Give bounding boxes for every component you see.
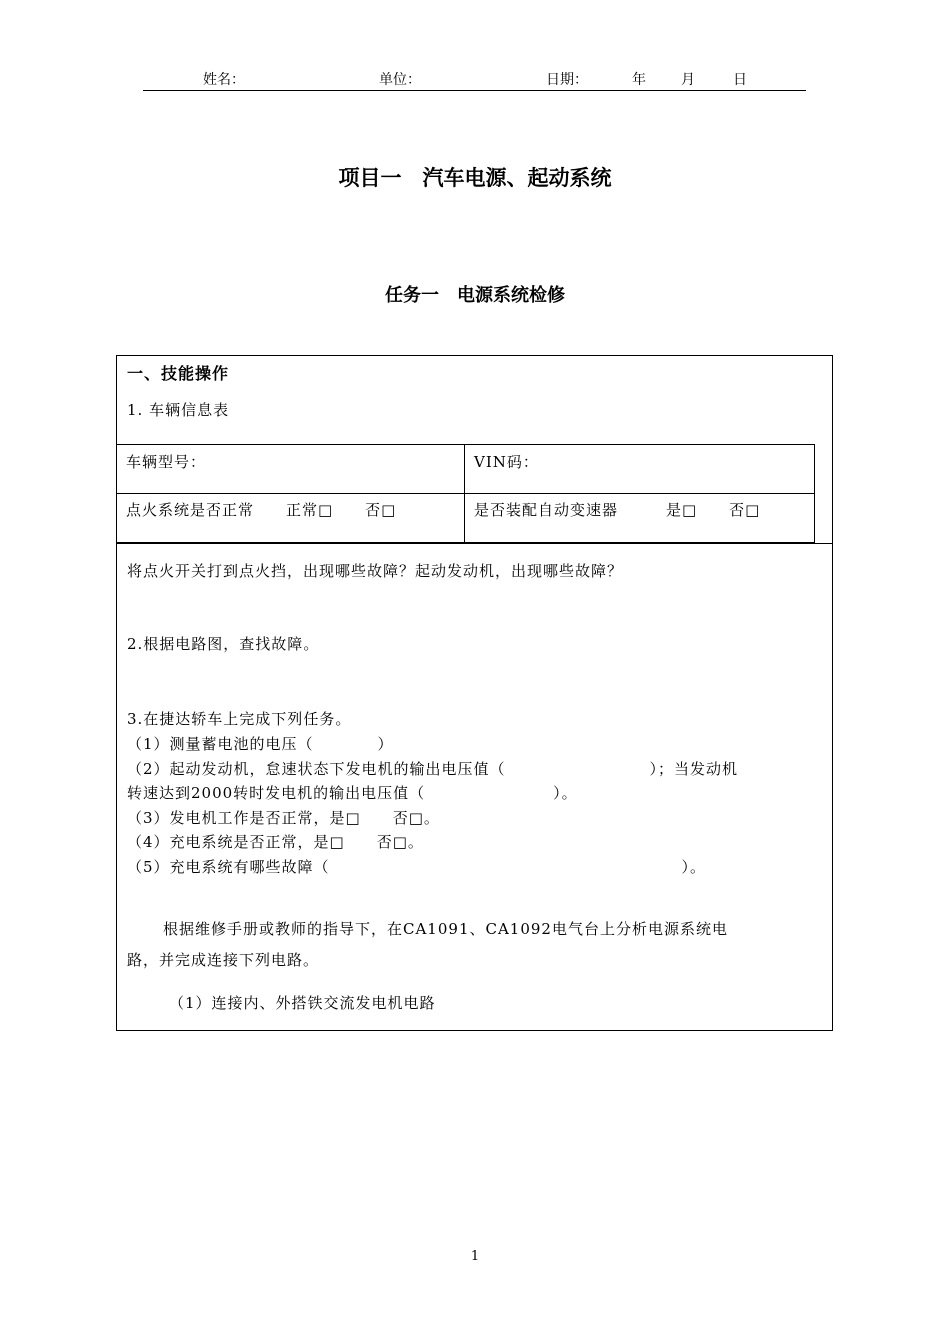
section-divider (117, 543, 832, 544)
page-number: 1 (470, 1249, 480, 1264)
item3-title: 3.在捷达轿车上完成下列任务。 (127, 710, 352, 728)
auto-transmission-cell: 是否装配自动变速器 是□ 否□ (474, 501, 761, 519)
unit-label: 单位： (379, 72, 421, 88)
vehicle-model-cell: 车辆型号： (126, 453, 207, 471)
item2-text: 2.根据电路图，查找故障。 (127, 635, 320, 653)
item3-line: （4）充电系统是否正常，是□ 否□。 (127, 833, 424, 851)
fault-question: 将点火开关打到点火挡，出现哪些故障？起动发动机，出现哪些故障？ (127, 562, 624, 580)
day-label: 日 (733, 72, 747, 88)
item3-line: （3）发电机工作是否正常，是□ 否□。 (127, 809, 440, 827)
document-header (143, 66, 806, 91)
skill-operation-table (116, 355, 833, 1031)
task-title: 任务一 电源系统检修 (385, 285, 565, 306)
paragraph-line: 路，并完成连接下列电路。 (127, 951, 320, 969)
month-label: 月 (681, 72, 695, 88)
item3-line: （1）测量蓄电池的电压（ ） (127, 735, 394, 753)
year-label: 年 (632, 72, 646, 88)
document-title: 项目一 汽车电源、起动系统 (338, 166, 612, 190)
vehicle-info-table (117, 444, 815, 543)
name-label: 姓名： (203, 72, 245, 88)
section-heading: 一、技能操作 (127, 364, 230, 383)
paragraph-line: 根据维修手册或教师的指导下，在CA1091、CA1092电气台上分析电源系统电 (163, 920, 728, 938)
vin-cell: VIN码： (474, 453, 539, 471)
table-row-divider (117, 493, 814, 494)
ignition-system-cell: 点火系统是否正常 正常□ 否□ (126, 501, 397, 519)
sub-item1: （1）连接内、外搭铁交流发电机电路 (169, 994, 436, 1012)
item1-title: 1. 车辆信息表 (127, 401, 230, 419)
item3-line: （2）起动发动机，怠速状态下发电机的输出电压值（ ）；当发动机 (127, 760, 739, 778)
item3-line: （5）充电系统有哪些故障（ ）。 (127, 858, 707, 876)
item3-line: 转速达到2000转时发电机的输出电压值（ ）。 (127, 784, 578, 802)
table-column-divider (464, 445, 465, 542)
date-label: 日期： (546, 72, 588, 88)
